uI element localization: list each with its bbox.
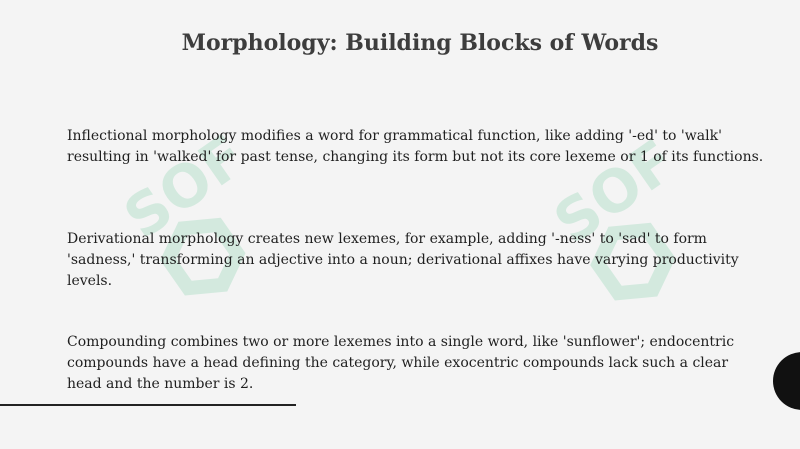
watermark-text: SOF	[111, 121, 258, 253]
paragraph-derivational: Derivational morphology creates new lexemes, for example, adding '-ness' to 'sad' to form 'sadness,' transforming an adjective into a noun; derivational affixes have varying productivity levels.	[67, 231, 739, 289]
paragraph-compounding: Compounding combines two or more lexemes into a single word, like 'sunflower'; endocentric compounds have a head defining the category, while exocentric compounds lack such a clear head and the number is 2.	[67, 334, 735, 392]
footer-divider	[0, 404, 296, 406]
corner-decoration-circle	[773, 352, 800, 410]
paragraph-inflectional: Inflectional morphology modifies a word for grammatical function, like adding '-ed' to 'walk' resulting in 'walked' for past tense, changing its form but not its core lexeme or 1 of its functions.	[67, 128, 764, 165]
slide-title: Morphology: Building Blocks of Words	[181, 30, 659, 56]
watermark-text: SOF	[541, 126, 688, 258]
